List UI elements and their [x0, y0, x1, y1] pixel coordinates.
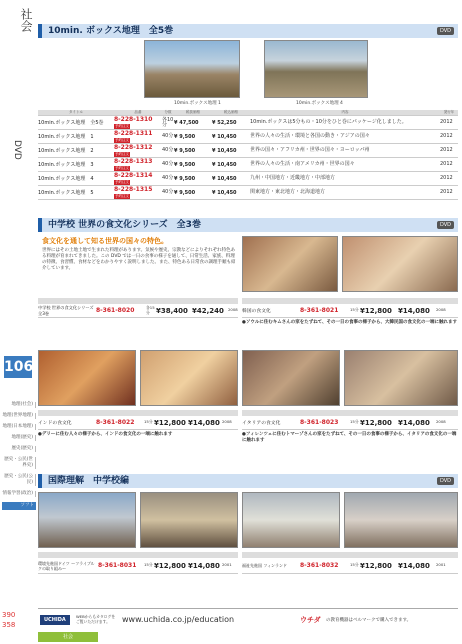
price-tax: 10,450: [217, 147, 237, 154]
description: 10min.ボックスは5分もの・10分をひと巻にパッケージ化しました。: [250, 116, 440, 130]
price-tax: 42,240: [196, 306, 224, 315]
price-tax: 10,450: [217, 161, 237, 168]
italy-note: ●フィレンツェに住むトマーゾさんの家をたずねて、その一日の食事の様子から、イタリアの食文化の一端に触れます: [242, 432, 457, 443]
side-link[interactable]: 地理(世界地理): [2, 413, 36, 419]
food-lead: 食文化を通して知る世界の国々の特色。: [42, 237, 168, 245]
col-desc: 内容: [250, 110, 440, 116]
photo-india-1: [38, 350, 136, 406]
minutes: 40分: [162, 158, 174, 172]
sidebar: [0, 0, 36, 644]
col-title: タイトル: [38, 110, 114, 116]
side-link[interactable]: 地理(日本地理): [2, 424, 36, 430]
year: 2001: [222, 562, 232, 568]
year: 2012: [440, 158, 458, 172]
price-tax: 10,450: [217, 189, 237, 196]
price: 12,800: [364, 306, 392, 315]
category-label: 社会: [19, 8, 33, 32]
side-link[interactable]: 情報学習(政治): [2, 491, 36, 497]
minutes: 各10分: [162, 116, 174, 128]
description: 世界の国々・アフリカ州・世界の国々・ヨーロッパ州: [250, 144, 440, 158]
order-tag: 予約注文: [115, 152, 129, 156]
photo-italy-2: [344, 350, 458, 406]
minutes: 40分: [162, 130, 174, 144]
year: 2008: [228, 307, 238, 313]
price: 9,500: [179, 189, 196, 196]
photo-germany-2: [140, 492, 238, 548]
minutes: 15分: [350, 419, 359, 425]
year: 2008: [436, 419, 446, 425]
side-link[interactable]: 歴史・公民(公民): [2, 474, 36, 486]
row-title: 10min.ボックス地理 4: [38, 172, 114, 186]
order-tag: 予約注文: [115, 180, 129, 184]
footer: [38, 608, 458, 630]
product-code: 8-361-8031: [98, 562, 137, 569]
price: 12,800: [158, 418, 186, 427]
food-body: 世界にはその土地土地で生まれた料理があります。気候や歴史、宗教などによりそれぞれ特色ある料理が育まれてきました。この DVD では一日の食事の様子を通して、日常生活、家族、料理の特徴、食習慣、食材などをわかりやすく説明しました。また、特色ある日常食の調理手順も紹介しています。: [42, 248, 236, 271]
year: 2012: [440, 130, 458, 144]
price-tax: 10,450: [217, 133, 237, 140]
photo-italy-1: [242, 350, 340, 406]
side-link-active[interactable]: ソフト: [2, 502, 36, 510]
product-code: 8-361-8021: [300, 307, 339, 314]
side-link[interactable]: 歴史・公民(世界史): [2, 457, 36, 469]
table-row[interactable]: 10min.ボックス地理 5 8-228-1315 予約注文 40分 ¥ 9,500 ¥ 10,450 関東地方・東北地方・北海道地方 2012: [38, 186, 458, 200]
section-header-food: [38, 218, 458, 232]
price: 9,500: [179, 161, 196, 168]
col-price: 税抜価格: [174, 110, 212, 116]
brand-name: ウチダ: [300, 616, 321, 624]
product-code: 8-361-8032: [300, 562, 339, 569]
title: 福祉先進国 フィンランド: [242, 563, 287, 568]
description: 世界の人々の生活・環境と各国の動き・アジアの国々: [250, 130, 440, 144]
section-title: 10min. ボックス地理 全5巻: [48, 26, 174, 36]
year: 2008: [436, 307, 446, 313]
description: 世界の人々の生活・南アメリカ州・世界の国々: [250, 158, 440, 172]
side-number-a: 390: [2, 611, 16, 619]
year: 2012: [440, 172, 458, 186]
year: 2012: [440, 144, 458, 158]
row-title: 10min.ボックス地理 3: [38, 158, 114, 172]
uchida-logo: UCHIDA: [40, 615, 70, 625]
title: 環境先進国ドイツ ～フライブルクの取り組み～: [38, 560, 95, 571]
minutes: 40分: [162, 172, 174, 186]
photo-india-2: [140, 350, 238, 406]
korea-row[interactable]: 韓国の食文化 8-361-8021 15分 ¥12,800 ¥14,080 2008: [242, 298, 458, 318]
india-row[interactable]: インドの食文化 8-361-8022 15分 ¥12,800 ¥14,080 2008: [38, 410, 238, 430]
minutes: 40分: [162, 144, 174, 158]
product-code: 8-228-1310: [114, 116, 153, 123]
section-header-intl: [38, 474, 458, 488]
germany-row[interactable]: 環境先進国ドイツ ～フライブルクの取り組み～ 8-361-8031 15分 ¥12,800 ¥14,080 2001: [38, 552, 238, 574]
year: 2012: [440, 186, 458, 200]
minutes: 各15分: [146, 304, 155, 315]
price: 47,500: [179, 119, 199, 126]
photo-city: [264, 40, 368, 98]
price-tax: 14,080: [402, 418, 430, 427]
price-tax: 10,450: [217, 175, 237, 182]
photo-germany-1: [38, 492, 136, 548]
price: 9,500: [179, 147, 196, 154]
minutes: 15分: [144, 562, 153, 568]
finland-row[interactable]: 福祉先進国 フィンランド 8-361-8032 15分 ¥12,800 ¥14,080 2001: [242, 552, 458, 574]
title: 韓国の食文化: [242, 309, 271, 314]
year: 2008: [222, 419, 232, 425]
price-tax: 52,250: [217, 119, 237, 126]
section-header-geography: [38, 24, 458, 38]
product-code: 8-361-8023: [300, 419, 339, 426]
set-title: 中学校 世界の食文化シリーズ 全3巻: [38, 304, 94, 316]
table-row[interactable]: 10min.ボックス地理 2 8-228-1312 予約注文 40分 ¥ 9,500 ¥ 10,450 世界の国々・アフリカ州・世界の国々・ヨーロッパ州 2012: [38, 144, 458, 158]
photo-caption-1: 10min.ボックス地理 1: [174, 101, 221, 106]
price-tax: 14,080: [192, 418, 220, 427]
minutes: 15分: [350, 562, 359, 568]
table-row[interactable]: 10min.ボックス地理 1 8-228-1311 予約注文 40分 ¥ 9,500 ¥ 10,450 世界の人々の生活・環境と各国の動き・アジアの国々 2012: [38, 130, 458, 144]
side-bottom-numbers: [2, 610, 15, 630]
footer-url[interactable]: www.uchida.co.jp/education: [122, 615, 235, 624]
price: 12,800: [364, 418, 392, 427]
order-tag: 予約注文: [115, 166, 129, 170]
row-title: 10min.ボックス地理 2: [38, 144, 114, 158]
row-title: 10min.ボックス地理 1: [38, 130, 114, 144]
year: 2012: [440, 116, 458, 130]
price: 9,500: [179, 175, 196, 182]
section-title: 国際理解 中学校編: [48, 476, 130, 486]
food-set-row[interactable]: 中学校 世界の食文化シリーズ 全3巻 8-361-8020 各15分 ¥38,400 ¥42,240 2008: [38, 298, 238, 318]
brand-note: の教育機器はベルマークで購入できます。: [326, 618, 412, 623]
side-index: [2, 402, 36, 515]
section-title: 中学校 世界の食文化シリーズ 全3巻: [48, 220, 201, 230]
minutes: 15分: [144, 419, 153, 425]
col-code: 品番: [114, 110, 162, 116]
year: 2001: [436, 562, 446, 568]
price-tax: 14,080: [402, 306, 430, 315]
order-tag: 予約注文: [115, 138, 129, 142]
title: イタリアの食文化: [242, 421, 281, 426]
description: 九州・中国地方・近畿地方・中部地方: [250, 172, 440, 186]
footer-note: WEBからもカタログをご覧いただけます。: [76, 614, 116, 624]
dvd-badge: DVD: [437, 27, 454, 35]
photo-caption-2: 10min.ボックス地理 4: [296, 101, 343, 106]
row-title: 10min.ボックス地理 全5巻: [38, 116, 114, 130]
minutes: 15分: [350, 307, 359, 313]
price-tax: 14,080: [402, 561, 430, 570]
minutes: 40分: [162, 186, 174, 200]
korea-note: ●ソウルに住むキムさんの家をたずねて、その一日の食事の様子から、大韓民国の食文化の一端に触れます: [242, 320, 458, 325]
side-link[interactable]: 地理(歴史): [2, 435, 36, 441]
photo-finland-2: [344, 492, 458, 548]
side-link[interactable]: 地理(社会): [2, 402, 36, 408]
product-code: 8-228-1312: [114, 144, 153, 151]
table-row[interactable]: 10min.ボックス地理 4 8-228-1314 予約注文 40分 ¥ 9,500 ¥ 10,450 九州・中国地方・近畿地方・中部地方 2012: [38, 172, 458, 186]
table-row[interactable]: 10min.ボックス地理 全5巻 8-228-1310 予約注文 各10分 ¥ 47,500 ¥ 52,250 10min.ボックスは5分もの・10分をひと巻にパッケージ化しました。 2012: [38, 116, 458, 130]
bottom-tag: 社会: [38, 632, 98, 642]
side-link[interactable]: 歴史(歴史): [2, 446, 36, 452]
description: 関東地方・東北地方・北海道地方: [250, 186, 440, 200]
product-code: 8-361-8022: [96, 419, 135, 426]
product-code: 8-228-1311: [114, 130, 153, 137]
row-title: 10min.ボックス地理 5: [38, 186, 114, 200]
photo-finland-1: [242, 492, 340, 548]
price: 12,800: [364, 561, 392, 570]
title: インドの食文化: [38, 421, 72, 426]
price: 12,800: [158, 561, 186, 570]
page-number: 106: [4, 356, 32, 378]
india-note: ●デリーに住む人々の様子から、インドの食文化の一端に触れます: [38, 432, 173, 437]
photo-harvester: [144, 40, 240, 98]
col-year: 発行年: [440, 110, 458, 116]
dvd-badge: DVD: [437, 221, 454, 229]
price: 38,400: [160, 306, 188, 315]
geography-table: [38, 110, 458, 200]
photo-korea-1: [242, 236, 338, 292]
col-tax: 税込価格: [212, 110, 250, 116]
dvd-badge: DVD: [437, 477, 454, 485]
side-number-b: 358: [2, 621, 16, 629]
order-tag: 予約注文: [115, 194, 129, 198]
media-label: DVD: [12, 140, 22, 160]
order-tag: 予約注文: [115, 124, 129, 128]
photo-korea-2: [342, 236, 458, 292]
price-tax: 14,080: [192, 561, 220, 570]
table-row[interactable]: 10min.ボックス地理 3 8-228-1313 予約注文 40分 ¥ 9,500 ¥ 10,450 世界の人々の生活・南アメリカ州・世界の国々 2012: [38, 158, 458, 172]
italy-row[interactable]: イタリアの食文化 8-361-8023 15分 ¥12,800 ¥14,080 2008: [242, 410, 458, 430]
product-code: 8-361-8020: [96, 307, 135, 314]
product-code: 8-228-1313: [114, 158, 153, 165]
product-code: 8-228-1315: [114, 186, 153, 193]
price: 9,500: [179, 133, 196, 140]
col-min: 分数: [162, 110, 174, 116]
product-code: 8-228-1314: [114, 172, 153, 179]
